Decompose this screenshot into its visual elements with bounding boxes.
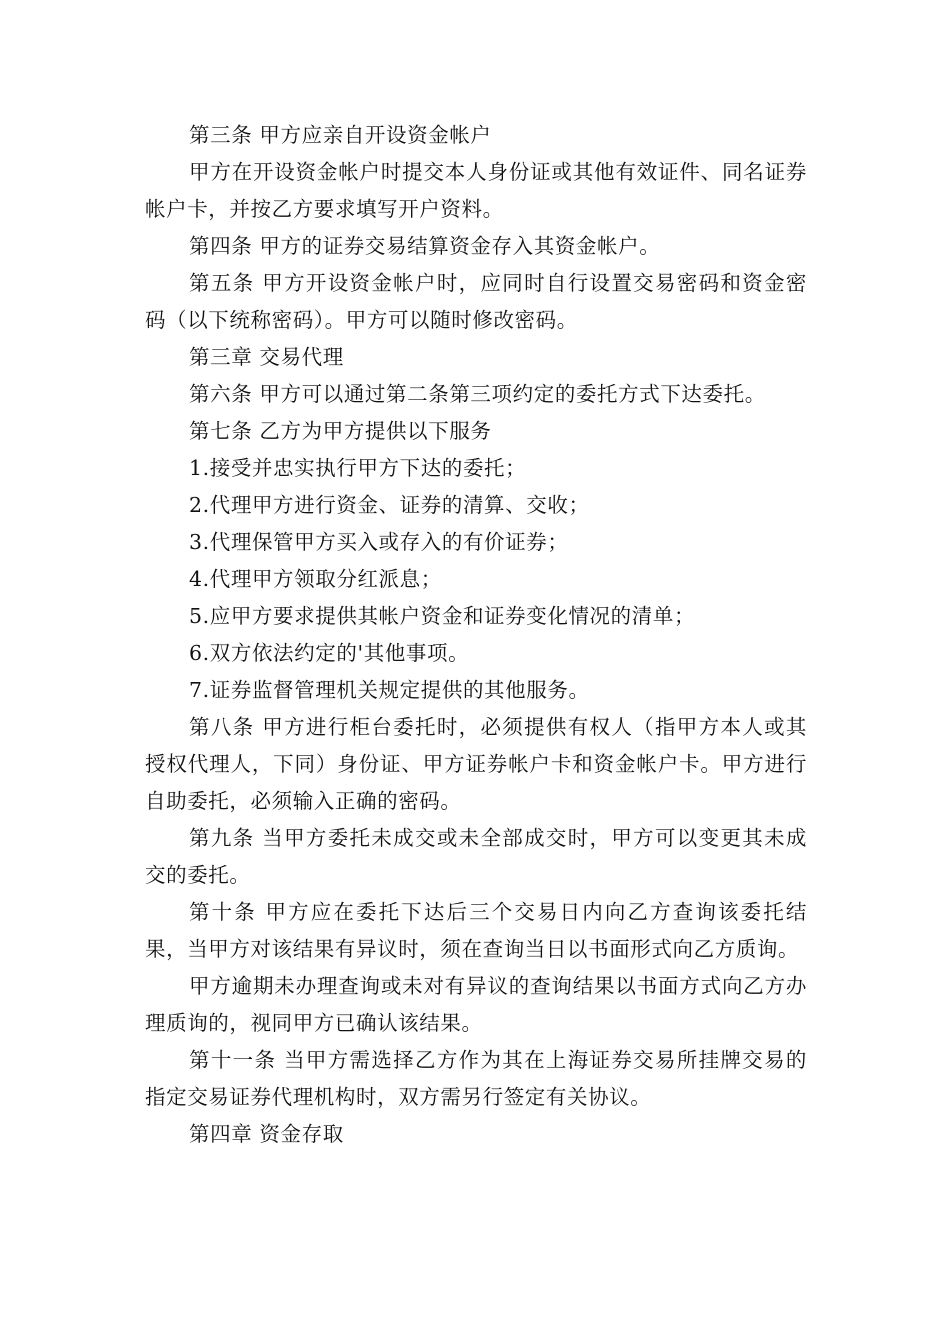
article-6: 第六条 甲方可以通过第二条第三项约定的委托方式下达委托。 <box>189 382 766 406</box>
article-3-heading: 第三条 甲方应亲自开设资金帐户 <box>189 123 492 147</box>
article-3-body: 甲方在开设资金帐户时提交本人身份证或其他有效证件、同名证券帐户卡，并按乙方要求填写开户资料。 <box>145 160 807 221</box>
article-7-item-3: 3.代理保管甲方买入或存入的有价证券； <box>189 530 569 554</box>
article-7-item-4: 4.代理甲方领取分红派息； <box>189 567 442 591</box>
article-9: 第九条 当甲方委托未成交或未全部成交时，甲方可以变更其未成交的委托。 <box>145 826 807 887</box>
article-7-item-5: 5.应甲方要求提供其帐户资金和证券变化情况的清单； <box>189 604 696 628</box>
chapter-4-heading: 第四章 资金存取 <box>189 1122 344 1146</box>
article-7-item-6: 6.双方依法约定的'其他事项。 <box>189 641 470 665</box>
article-7-heading: 第七条 乙方为甲方提供以下服务 <box>189 419 492 443</box>
article-11: 第十一条 当甲方需选择乙方作为其在上海证券交易所挂牌交易的指定交易证券代理机构时，双方需另行签定有关协议。 <box>145 1048 807 1109</box>
article-8: 第八条 甲方进行柜台委托时，必须提供有权人（指甲方本人或其授权代理人，下同）身份证、甲方证券帐户卡和资金帐户卡。甲方进行自助委托，必须输入正确的密码。 <box>145 715 807 813</box>
document-body <box>145 117 807 1153</box>
chapter-3-heading: 第三章 交易代理 <box>189 345 344 369</box>
article-10-continued: 甲方逾期未办理查询或未对有异议的查询结果以书面方式向乙方办理质询的，视同甲方已确认该结果。 <box>145 974 807 1035</box>
article-4: 第四条 甲方的证券交易结算资金存入其资金帐户。 <box>189 234 661 258</box>
article-7-item-2: 2.代理甲方进行资金、证券的清算、交收； <box>189 493 590 517</box>
article-5: 第五条 甲方开设资金帐户时，应同时自行设置交易密码和资金密码（以下统称密码）。甲方可以随时修改密码。 <box>145 271 807 332</box>
article-7-item-7: 7.证券监督管理机关规定提供的其他服务。 <box>189 678 590 702</box>
article-7-item-1: 1.接受并忠实执行甲方下达的委托； <box>189 456 527 480</box>
article-10: 第十条 甲方应在委托下达后三个交易日内向乙方查询该委托结果，当甲方对该结果有异议时，须在查询当日以书面形式向乙方质询。 <box>145 900 807 961</box>
